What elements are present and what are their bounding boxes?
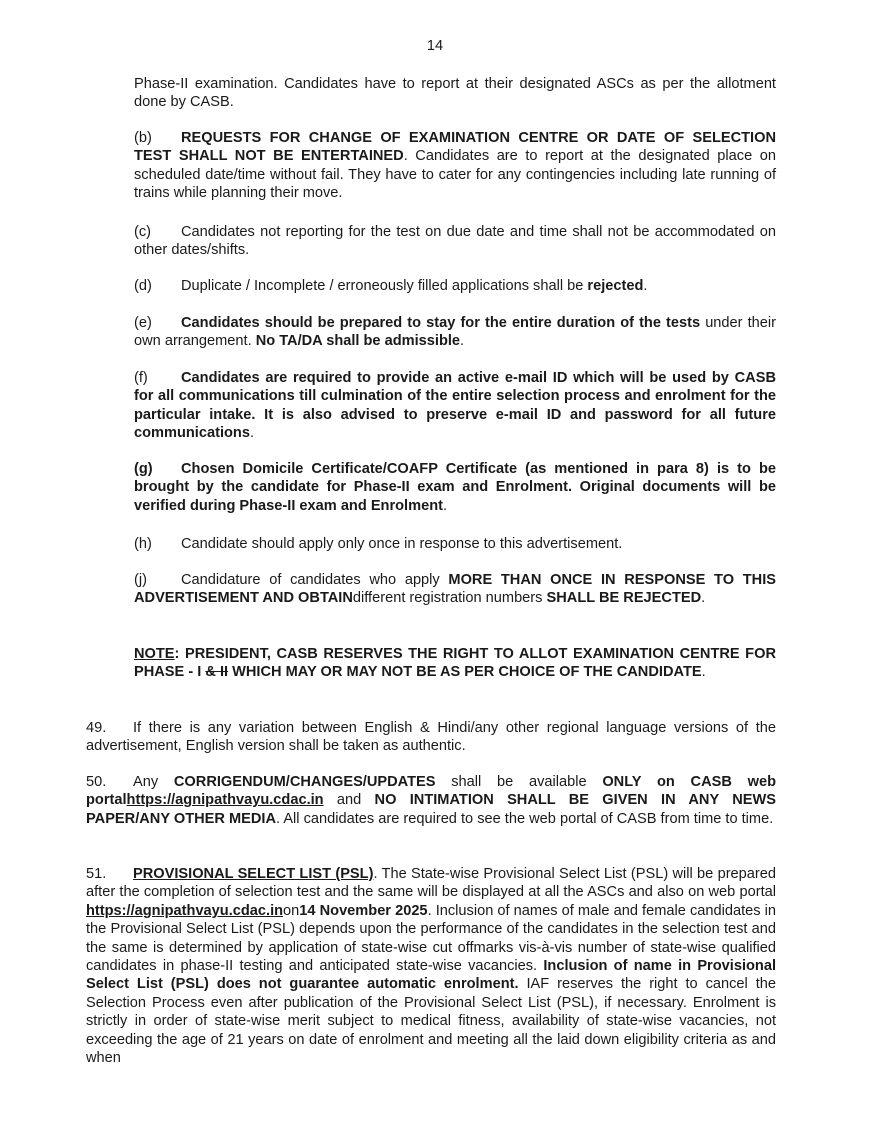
- clause-j-text2: different registration numbers: [352, 590, 547, 607]
- page-number: 14: [426, 38, 444, 54]
- clause-d-bold: rejected: [587, 278, 644, 294]
- para-50-t4: . All candidates are required to see the web portal of CASB from time to time.: [276, 810, 774, 827]
- paragraph-intro: [134, 75, 776, 112]
- para-51-t1: . The State-wise Provisional Select List (PSL) will be prepared after the completion of selection test and the same will be displayed at all the ASCs and also on web portal: [86, 866, 776, 901]
- clause-c-text: Candidates not reporting for the test on due date and time shall not be accommodated on other dates/shifts.: [134, 224, 776, 259]
- clause-e-label: (e): [134, 315, 152, 331]
- clause-f-end: .: [249, 425, 255, 442]
- clause-b-label: (b): [134, 130, 152, 146]
- para-49-number: 49.: [86, 720, 107, 736]
- clause-j: [134, 571, 776, 608]
- clause-b-bold: REQUESTS FOR CHANGE OF EXAMINATION CENTRE OR DATE OF SELECTION TEST SHALL NOT BE ENTERTAINED: [134, 130, 776, 165]
- clause-e-text: under their own arrangement.: [134, 315, 776, 350]
- para-51: [86, 865, 776, 1067]
- note-text1: : PRESIDENT, CASB RESERVES THE RIGHT TO ALLOT EXAMINATION CENTRE FOR PHASE - I: [134, 646, 776, 681]
- note-text2: WHICH MAY OR MAY NOT BE AS PER CHOICE OF THE CANDIDATE: [228, 664, 702, 681]
- clause-f-label: (f): [134, 370, 148, 386]
- intro-text: Phase-II examination. Candidates have to report at their designated ASCs as per the allotment done by CASB.: [134, 76, 776, 111]
- para-51-t4: IAF reserves the right to cancel the Selection Process even after publication of the Provisional Select List (PSL), if necessary. Enrolment is strictly in order of state-wise merit subject to medical fitness, availability of state-wise vacancies, not exceeding the age of 21 years on date of enrolment and meeting all the laid down eligibility criteria as and when: [86, 976, 776, 1067]
- clause-d-end: .: [643, 278, 648, 294]
- para-50: [86, 773, 776, 828]
- para-50-b1: CORRIGENDUM/CHANGES/UPDATES: [173, 774, 436, 790]
- para-49-text: If there is any variation between English & Hindi/any other regional language versions of the advertisement, English version shall be taken as authentic.: [86, 720, 776, 755]
- clause-g: [134, 460, 776, 515]
- psl-portal-link[interactable]: https://agnipathvayu.cdac.in: [86, 902, 284, 919]
- clause-g-label: (g): [134, 461, 153, 477]
- clause-h-text: Candidate should apply only once in response to this advertisement.: [181, 536, 623, 552]
- note-struck: & II: [205, 664, 229, 681]
- clause-g-bold: Chosen Domicile Certificate/COAFP Certificate (as mentioned in para 8) is to be brought by the candidate for Phase-II exam and Enrolment. Original documents will be verified during Phase-II exam and Enrolment: [134, 461, 776, 514]
- para-51-t3: . Inclusion of names of male and female candidates in the Provisional Select List (PSL) depends upon the performance of the candidates in the selection test and the same is determined by application of state-wise cut offmarks vis-à-vis number of state-wise qualified candidates in phase-II testing and anticipated state-wise vacancies.: [86, 902, 776, 975]
- para-50-t3: and: [323, 792, 375, 809]
- clause-h-label: (h): [134, 536, 152, 552]
- para-51-t2: on: [283, 902, 300, 919]
- clause-e-bold2: No TA/DA shall be admissible: [255, 333, 461, 350]
- clause-d-label: (d): [134, 278, 152, 294]
- clause-b-text: . Candidates are to report at the designated place on scheduled date/time without fail. They have to cater for any contingencies including late running of trains while planning their move.: [134, 148, 776, 202]
- casb-portal-link[interactable]: https://agnipathvayu.cdac.in: [126, 792, 324, 809]
- para-51-b1: Inclusion of name in Provisional Select List (PSL) does not guarantee automatic enrolment.: [86, 958, 776, 993]
- clause-c-label: (c): [134, 224, 152, 240]
- note-label: NOTE: [134, 646, 175, 662]
- clause-e-bold1: Candidates should be prepared to stay for the entire duration of the tests: [181, 315, 701, 331]
- clause-b: [134, 129, 776, 203]
- clause-e: [134, 314, 776, 351]
- note: [134, 645, 776, 682]
- para-49: [86, 719, 776, 756]
- clause-e-end: .: [460, 333, 465, 350]
- para-50-t1: Any: [133, 774, 174, 790]
- clause-f-bold: Candidates are required to provide an active e-mail ID which will be used by CASB for all communications till culmination of the entire selection process and enrolment for the particular intake. It is also advised to preserve e-mail ID and password for all future communications: [134, 370, 776, 442]
- clause-j-label: (j): [134, 572, 147, 588]
- psl-date: 14 November 2025: [299, 902, 428, 919]
- clause-g-end: .: [442, 497, 448, 514]
- clause-d: [134, 277, 776, 295]
- para-50-t2: shall be available: [435, 774, 603, 790]
- psl-heading: PROVISIONAL SELECT LIST (PSL): [133, 866, 374, 882]
- para-50-number: 50.: [86, 774, 107, 790]
- note-end: .: [701, 664, 706, 681]
- clause-c: [134, 223, 776, 260]
- clause-f: [134, 369, 776, 443]
- clause-j-bold2: SHALL BE REJECTED: [546, 590, 702, 607]
- clause-d-text: Duplicate / Incomplete / erroneously filled applications shall be: [181, 278, 588, 294]
- para-50-b3: NO INTIMATION SHALL BE GIVEN IN ANY NEWS PAPER/ANY OTHER MEDIA: [86, 792, 776, 827]
- clause-j-text1: Candidature of candidates who apply: [181, 572, 449, 588]
- para-50-b2: ONLY on CASB web portal: [86, 774, 777, 809]
- clause-j-bold1: MORE THAN ONCE IN RESPONSE TO THIS ADVERTISEMENT AND OBTAIN: [134, 572, 776, 607]
- clause-j-end: .: [701, 590, 706, 607]
- clause-h: [134, 535, 776, 553]
- para-51-number: 51.: [86, 866, 107, 882]
